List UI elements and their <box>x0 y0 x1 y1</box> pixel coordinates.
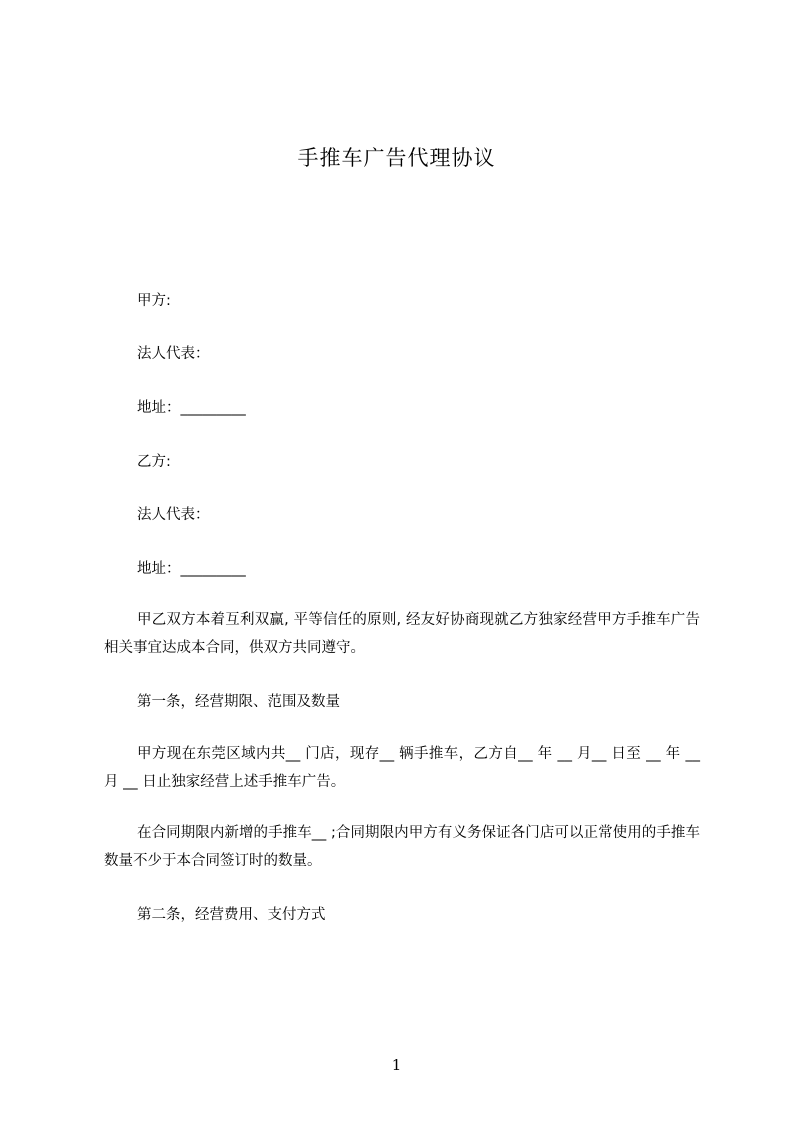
party-a-address: 地址：_________ <box>137 400 246 416</box>
article-1-paragraph-2: 在合同期限内新增的手推车__ ;合同期限内甲方有义务保证各门店可以正常使用的手推车数量不少于本合同签订时的数量。 <box>104 825 700 869</box>
article-1-paragraph-1: 甲方现在东莞区域内共__ 门店，现存__ 辆手推车，乙方自__ 年 __ 月__ 日至 __ 年 __ 月 __ 日止独家经营上述手推车广告。 <box>104 746 700 790</box>
party-b-label: 乙方: <box>137 454 171 470</box>
document-title: 手推车广告代理协议 <box>297 146 496 170</box>
article-2-heading: 第二条，经营费用、支付方式 <box>137 907 326 923</box>
party-a-label: 甲方: <box>137 293 171 309</box>
article-1-heading: 第一条，经营期限、范围及数量 <box>137 694 340 710</box>
party-b-address: 地址：_________ <box>137 561 246 577</box>
intro-paragraph: 甲乙双方本着互利双赢, 平等信任的原则, 经友好协商现就乙方独家经营甲方手推车广告相关事宜达成本合同，供双方共同遵守。 <box>104 612 700 656</box>
page-number: 1 <box>391 1056 402 1074</box>
party-a-representative: 法人代表： <box>137 346 210 362</box>
party-b-representative: 法人代表： <box>137 507 210 523</box>
